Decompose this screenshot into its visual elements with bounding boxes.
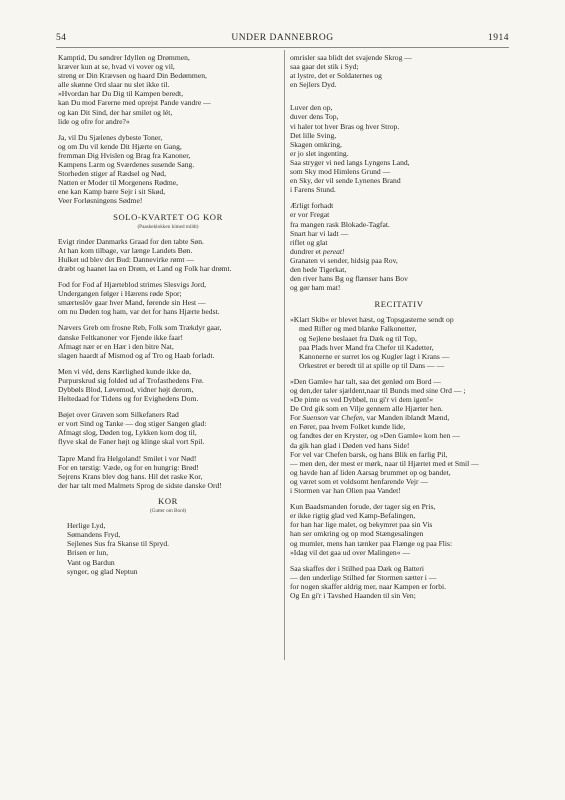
recitative-paragraph xyxy=(290,564,508,600)
poem-line: Heltedaad for Tidens og for Evighedens Dom. xyxy=(58,394,199,404)
text-line: for nogen skaffer aldrig mer, naar Kampen er forbi. xyxy=(290,581,447,591)
left-column xyxy=(58,53,278,583)
poem-line: Kamptid, Du søndrer Idyllen og Drømmen, xyxy=(58,53,190,62)
poem-line: Skagen omkring, xyxy=(290,139,342,149)
poem-stanza xyxy=(58,410,278,446)
poem-line: den river hans Bg og flænser hans Bov xyxy=(290,274,408,284)
poem-line: er jo slet ingenting. xyxy=(290,148,349,158)
poem-line: Purpurskrud sig folded ud af Trofasthedens Frø. xyxy=(58,375,204,385)
poem-line: dræbt og haanet laa en Drøm, et Land og Folk har drømt. xyxy=(58,263,232,273)
poem-line: omrisler saa blidt det svajende Skrog — xyxy=(290,53,412,62)
line-text: , var Manden iblandt Mænd, xyxy=(362,413,450,423)
recitative-paragraph xyxy=(290,315,508,370)
column-divider xyxy=(284,50,285,660)
poem-line: Fod for Fod af Hjærteblod strimes Slesvigs Jord, xyxy=(58,280,207,290)
text-line: og mumler, mens han tænker paa Flænge og paa Flis: xyxy=(290,538,453,548)
poem-stanza xyxy=(290,103,508,194)
text-line: — men den, der mest er mørk, naar til Hjærtet med et Smil — xyxy=(290,458,479,468)
poem-line: »Hvordan har Du Dig til Kampen beredt, xyxy=(58,89,184,99)
poem-line: fra mangen rask Blokade-Tagfat. xyxy=(290,219,390,229)
poem-line xyxy=(290,247,508,256)
text-line: Orkestret er beredt til at spille op til Dans — — xyxy=(299,360,445,370)
section-subheading: (Gutter om Bord) xyxy=(149,508,187,515)
poem-line: er vort Sind og Tanke — dog stiger Sangen glad: xyxy=(58,419,207,429)
poem-line: Vant og Bardun xyxy=(67,557,115,567)
poem-line: der har talt med Malmets Sprog de sidste danske Ord! xyxy=(58,480,222,490)
text-line: »Idag vil det gaa ud over Malingen« — xyxy=(290,547,410,557)
poem-line: lide og ofre for andre?« xyxy=(58,116,130,126)
poem-line: Bøjet over Graven som Silkefaners Rad xyxy=(58,410,179,420)
poem-line: Granaten vi sender, hidsig paa Rov, xyxy=(290,255,398,265)
poem-line: Tapre Mand fra Helgoland! Smilet i vor Nød! xyxy=(58,453,197,463)
publication-title: UNDER DANNEBROG xyxy=(231,33,334,43)
text-line: »Klart Skib« er blevet hæst, og Topsgasterne sendt op xyxy=(290,315,454,325)
text-line: paa Plads hver Mand fra Chefer til Kadetter, xyxy=(299,342,434,352)
text-line: Saa skaffes der i Stilhed paa Dæk og Batteri xyxy=(290,563,424,573)
poem-line: Veer Forløsningens Sødme! xyxy=(58,196,143,206)
text-line: »Den Gamle« har talt, saa det genlød om Bord — xyxy=(290,376,441,386)
section-heading: KOR xyxy=(158,495,178,506)
poem-line: ene kan Kamp bære Sejr i sit Skød, xyxy=(58,187,166,197)
poem-line: slagen haardt af Mismod og af Tro og Haab forladt. xyxy=(58,350,215,360)
poem-line: danske Feltkanoner vor Fjende ikke faar! xyxy=(58,332,184,342)
poem-stanza xyxy=(58,53,278,126)
italic-word: Chefen xyxy=(341,413,363,423)
italic-word: Suenson xyxy=(302,413,328,423)
poem-line: fremman Dig Hvislen og Brag fra Kanoner, xyxy=(58,150,191,160)
text-line: De Ord gik som en Vilje gennem alle Hjærter hen. xyxy=(290,404,443,414)
poem-line: en Sky, der vil sende Lynenes Brand xyxy=(290,176,401,186)
poem-line: streng er Din Krævsen og haard Din Bedømmen, xyxy=(58,71,207,81)
poem-line: Luver den op, xyxy=(290,103,333,113)
text-line xyxy=(290,413,508,422)
poem-line: Herlige Lyd, xyxy=(67,521,106,531)
poem-line: Sejrens Krans blev dog hans. Hil det raske Kor, xyxy=(58,471,203,481)
poem-stanza xyxy=(58,323,278,359)
poem-stanza xyxy=(58,454,278,490)
text-line: For vel var Chefen barsk, og hans Blik en farlig Pil, xyxy=(290,449,448,459)
poem-line: i Farens Stund. xyxy=(290,185,336,195)
poem-line: Hulket ud blev det Bud: Dannevirke rømt — xyxy=(58,254,195,264)
text-line: da gik han glad i Døden ved hans Side! xyxy=(290,440,410,450)
poem-line: smærteslöv gaar hver Mand, førende sin Hest — xyxy=(58,298,206,308)
poem-line: er vor Fregat xyxy=(290,210,330,220)
text-line: Kanonerne er surret los og Kugler lagt i Krans — xyxy=(299,351,450,361)
recitative-paragraph xyxy=(290,377,508,495)
text-line: Kun Baadsmanden forude, der tager sig en Pris, xyxy=(290,502,436,512)
text-line: er ikke rigtig glad ved Kamp-Befalingen, xyxy=(290,511,416,521)
poem-stanza xyxy=(58,133,278,206)
poem-line: Nævers Greb om frosne Reb, Folk som Trækdyr gaar, xyxy=(58,323,222,333)
running-head xyxy=(56,33,509,48)
poem-line: alle skønne Ord slaar nu slet ikke til. xyxy=(58,80,170,90)
poem-line: den hede Tigerkat, xyxy=(290,264,347,274)
poem-line: Ja, vil Du Sjælenes dybeste Toner, xyxy=(58,132,163,142)
poem-line: Undergangen følger i Hærens røde Spor; xyxy=(58,289,182,299)
poem-line: Afmagt slog, Døden tog, Lykken kom dog til, xyxy=(58,428,197,438)
text-line: Og En gi'r i Tavshed Haanden til sin Ven; xyxy=(290,590,416,600)
poem-line: Natten er Moder til Morgenens Rødme, xyxy=(58,178,179,188)
section-subheading: (Paaskeklokken kimed mildt) xyxy=(137,223,199,230)
poem-line: Sømandens Fryd, xyxy=(67,530,121,540)
italic-word: pereat! xyxy=(322,246,345,256)
poem-line: flyve skal de Faner højt og klinge skal vort Spil. xyxy=(58,437,205,447)
poem-line: Dybbøls Blod, Løvemod, vidner højt derom, xyxy=(58,385,194,394)
poem-line: synger, og glad Neptun xyxy=(67,566,138,576)
text-line: og havde han af liden Aarsag brummet op og bandet, xyxy=(290,467,451,477)
poem-line: Ærligt forhadt xyxy=(290,201,334,211)
text-line: »De pinte os ved Dybbøl, nu gi'r vi dem igen!« xyxy=(290,395,434,405)
line-text: For xyxy=(290,413,303,423)
right-column xyxy=(290,53,508,607)
text-line: for han har lige malet, og bekymret paa sin Vis xyxy=(290,520,433,530)
poem-line: Storheden stiger af Rædsel og Nød, xyxy=(58,169,166,179)
poem-stanza xyxy=(58,237,278,273)
text-line: en Fører, paa hvem Folket kunde lide, xyxy=(290,422,406,432)
poem-line: Brisen er lun, xyxy=(67,548,109,558)
poem-stanza xyxy=(290,53,508,89)
poem-line: Det lille Sving, xyxy=(290,130,337,140)
poem-line: at lystre, det er Soldaternes og xyxy=(290,71,382,81)
poem-line: At han kom tilbage, var længe Landets Bøn. xyxy=(58,245,193,255)
text-line: med Rifler og med blanke Falkonetter, xyxy=(299,324,417,334)
poem-line: og kan Dit Sind, der har smilet og lét, xyxy=(58,107,173,117)
page-number: 54 xyxy=(56,33,67,43)
line-text: var xyxy=(327,413,342,423)
poem-line: og om Du vil kende Dit Hjærte en Gang, xyxy=(58,141,182,151)
poem-line: saa gaar det stik i Syd; xyxy=(290,62,359,72)
poem-line: Kampens Larm og Sværdenes susende Sang. xyxy=(58,160,195,170)
poem-stanza xyxy=(58,521,278,576)
poem-line: riflet og glat xyxy=(290,237,328,247)
text-line: og den,der taler sjældent,naar til Bunds med sine Ord — ; xyxy=(290,386,466,395)
poem-line: kræver kun at se, hvad vi vover og vil, xyxy=(58,62,175,72)
recitative-paragraph xyxy=(290,502,508,557)
poem-line: Evigt rinder Danmarks Graad for den tabte Søn. xyxy=(58,236,204,246)
poem-line: Saa stryger vi ned langs Lyngens Land, xyxy=(290,157,410,167)
poem-line: Afmagt nær er en Hær i den bitre Nat, xyxy=(58,341,174,351)
poem-stanza xyxy=(58,280,278,316)
text-line: han ser omkring og op mod Stængesalingen xyxy=(290,529,424,539)
poem-line: vi haler tot hver Bras og hver Strop. xyxy=(290,121,400,131)
poem-line: kan Du mod Farerne med oprejst Pande vandre — xyxy=(58,98,211,108)
poem-stanza xyxy=(290,201,508,292)
text-line: i Stormen var han Olien paa Vandet! xyxy=(290,486,401,496)
poem-line: Snart har vi ladt — xyxy=(290,228,349,238)
poem-line: og gør ham mat! xyxy=(290,283,341,293)
text-line: og været som et voldsomt henfarende Vejr — xyxy=(290,476,428,486)
text-line: og fandtes der en Kryster, og »Den Gamle« kom hen — xyxy=(290,431,460,441)
section-heading: SOLO-KVARTET OG KOR xyxy=(113,211,223,222)
publication-year: 1914 xyxy=(488,33,509,43)
section-heading: RECITATIV xyxy=(374,299,424,310)
line-text: dundrer et xyxy=(290,246,323,256)
poem-line: duver dens Top, xyxy=(290,112,339,122)
poem-line: For en tørstig: Væde, og for en hungrig: Brød! xyxy=(58,462,199,472)
poem-line: som Sky mod Himlens Grund — xyxy=(290,167,391,177)
text-line: og Sejlene beslaaet fra Dæk og til Top, xyxy=(299,333,417,343)
text-line: — den underlige Stilhed før Stormen sætter i — xyxy=(290,572,437,582)
poem-line: om nu Døden tog ham, var det for hans Hjærte bedst. xyxy=(58,307,220,317)
poem-stanza xyxy=(58,367,278,403)
poem-line: en Sejlers Dyd. xyxy=(290,80,337,90)
poem-line: Men vi véd, dens Kærlighed kunde ikke dø, xyxy=(58,366,192,376)
poem-line: Sejlenes Sus fra Skanse til Spryd. xyxy=(67,539,170,549)
